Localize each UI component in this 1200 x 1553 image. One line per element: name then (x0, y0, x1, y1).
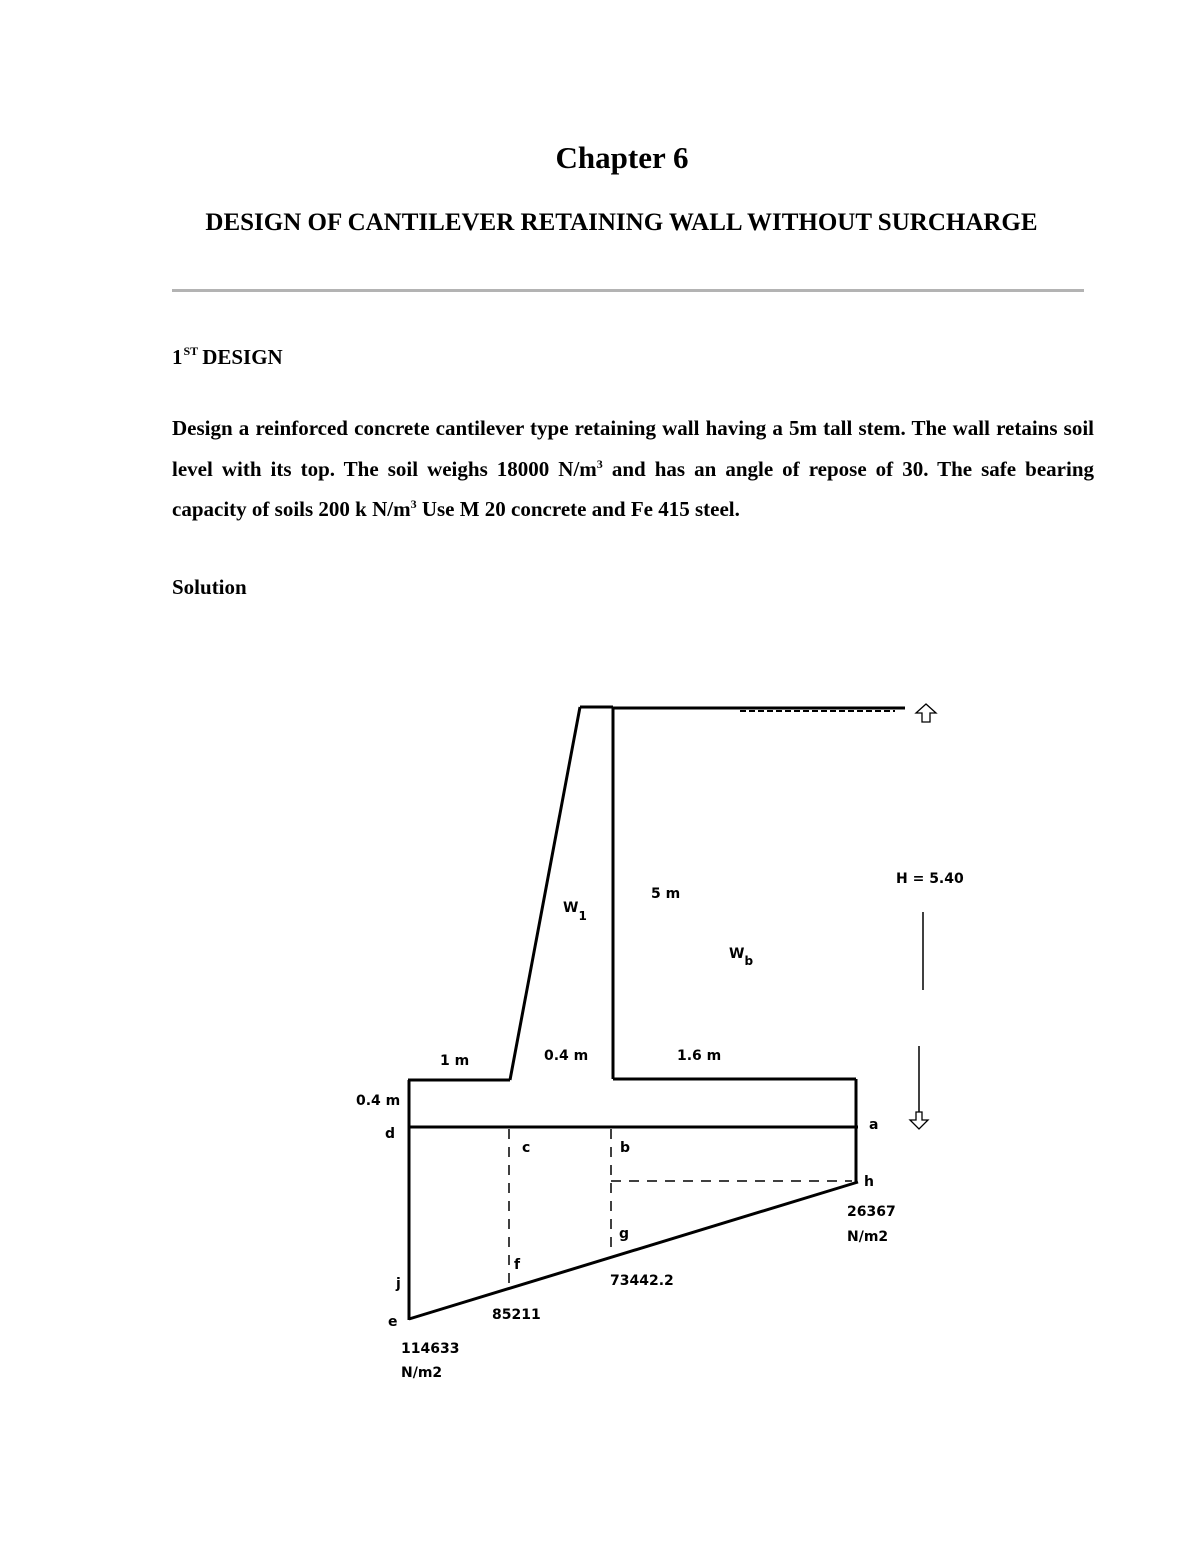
problem-exponent-1: 3 (596, 456, 603, 471)
solution-heading: Solution (172, 575, 247, 599)
pressure-value-g: 73442.2 (610, 1273, 674, 1289)
label-stem-height: 5 m (651, 886, 681, 902)
pressure-value-e: 114633 (401, 1341, 460, 1357)
label-point-j: j (396, 1276, 401, 1292)
label-point-a: a (869, 1117, 879, 1133)
label-point-b: b (620, 1140, 631, 1156)
label-base-thickness: 0.4 m (356, 1093, 401, 1109)
design-ordinal-suffix: ST (183, 344, 199, 358)
label-toe-width: 1 m (440, 1053, 470, 1069)
pressure-value-f: 85211 (492, 1307, 541, 1323)
stem-front-face (510, 707, 580, 1080)
label-point-d: d (385, 1126, 396, 1142)
chapter-title: DESIGN OF CANTILEVER RETAINING WALL WITHOUT SURCHARGE (205, 209, 1038, 236)
label-stem-width: 0.4 m (544, 1048, 589, 1064)
problem-exponent-2: 3 (410, 497, 417, 511)
label-point-g: g (619, 1226, 630, 1242)
label-point-h: h (864, 1174, 874, 1190)
problem-text-1: Design a reinforced concrete cantilever type retaining wall having a 5m tall stem. The wall retains soil level with its top. The soil weighs 18000 N/m (172, 416, 1094, 481)
arrow-down-icon (910, 1112, 928, 1129)
pressure-unit-h: N/m2 (847, 1229, 889, 1245)
label-wb: Wb (729, 946, 754, 968)
arrow-up-icon (916, 704, 936, 722)
pressure-value-h: 26367 (847, 1204, 896, 1220)
design-number: 1 (172, 345, 183, 369)
label-w1: W1 (563, 900, 587, 923)
label-height: H = 5.40 (896, 871, 964, 887)
label-point-e: e (388, 1314, 398, 1330)
design-word: DESIGN (202, 345, 283, 369)
problem-text-3: Use M 20 concrete and Fe 415 steel. (416, 497, 740, 521)
pressure-unit-e: N/m2 (401, 1365, 443, 1381)
pressure-slope-line (409, 1182, 858, 1319)
problem-text-2: and has an angle of repose of 30. The safe bearing capacity of soils 200 k N/m (172, 456, 1094, 521)
label-heel-width: 1.6 m (677, 1048, 722, 1064)
label-point-f: f (514, 1257, 521, 1273)
chapter-heading: Chapter 6 (555, 140, 689, 175)
label-point-c: c (522, 1140, 531, 1156)
